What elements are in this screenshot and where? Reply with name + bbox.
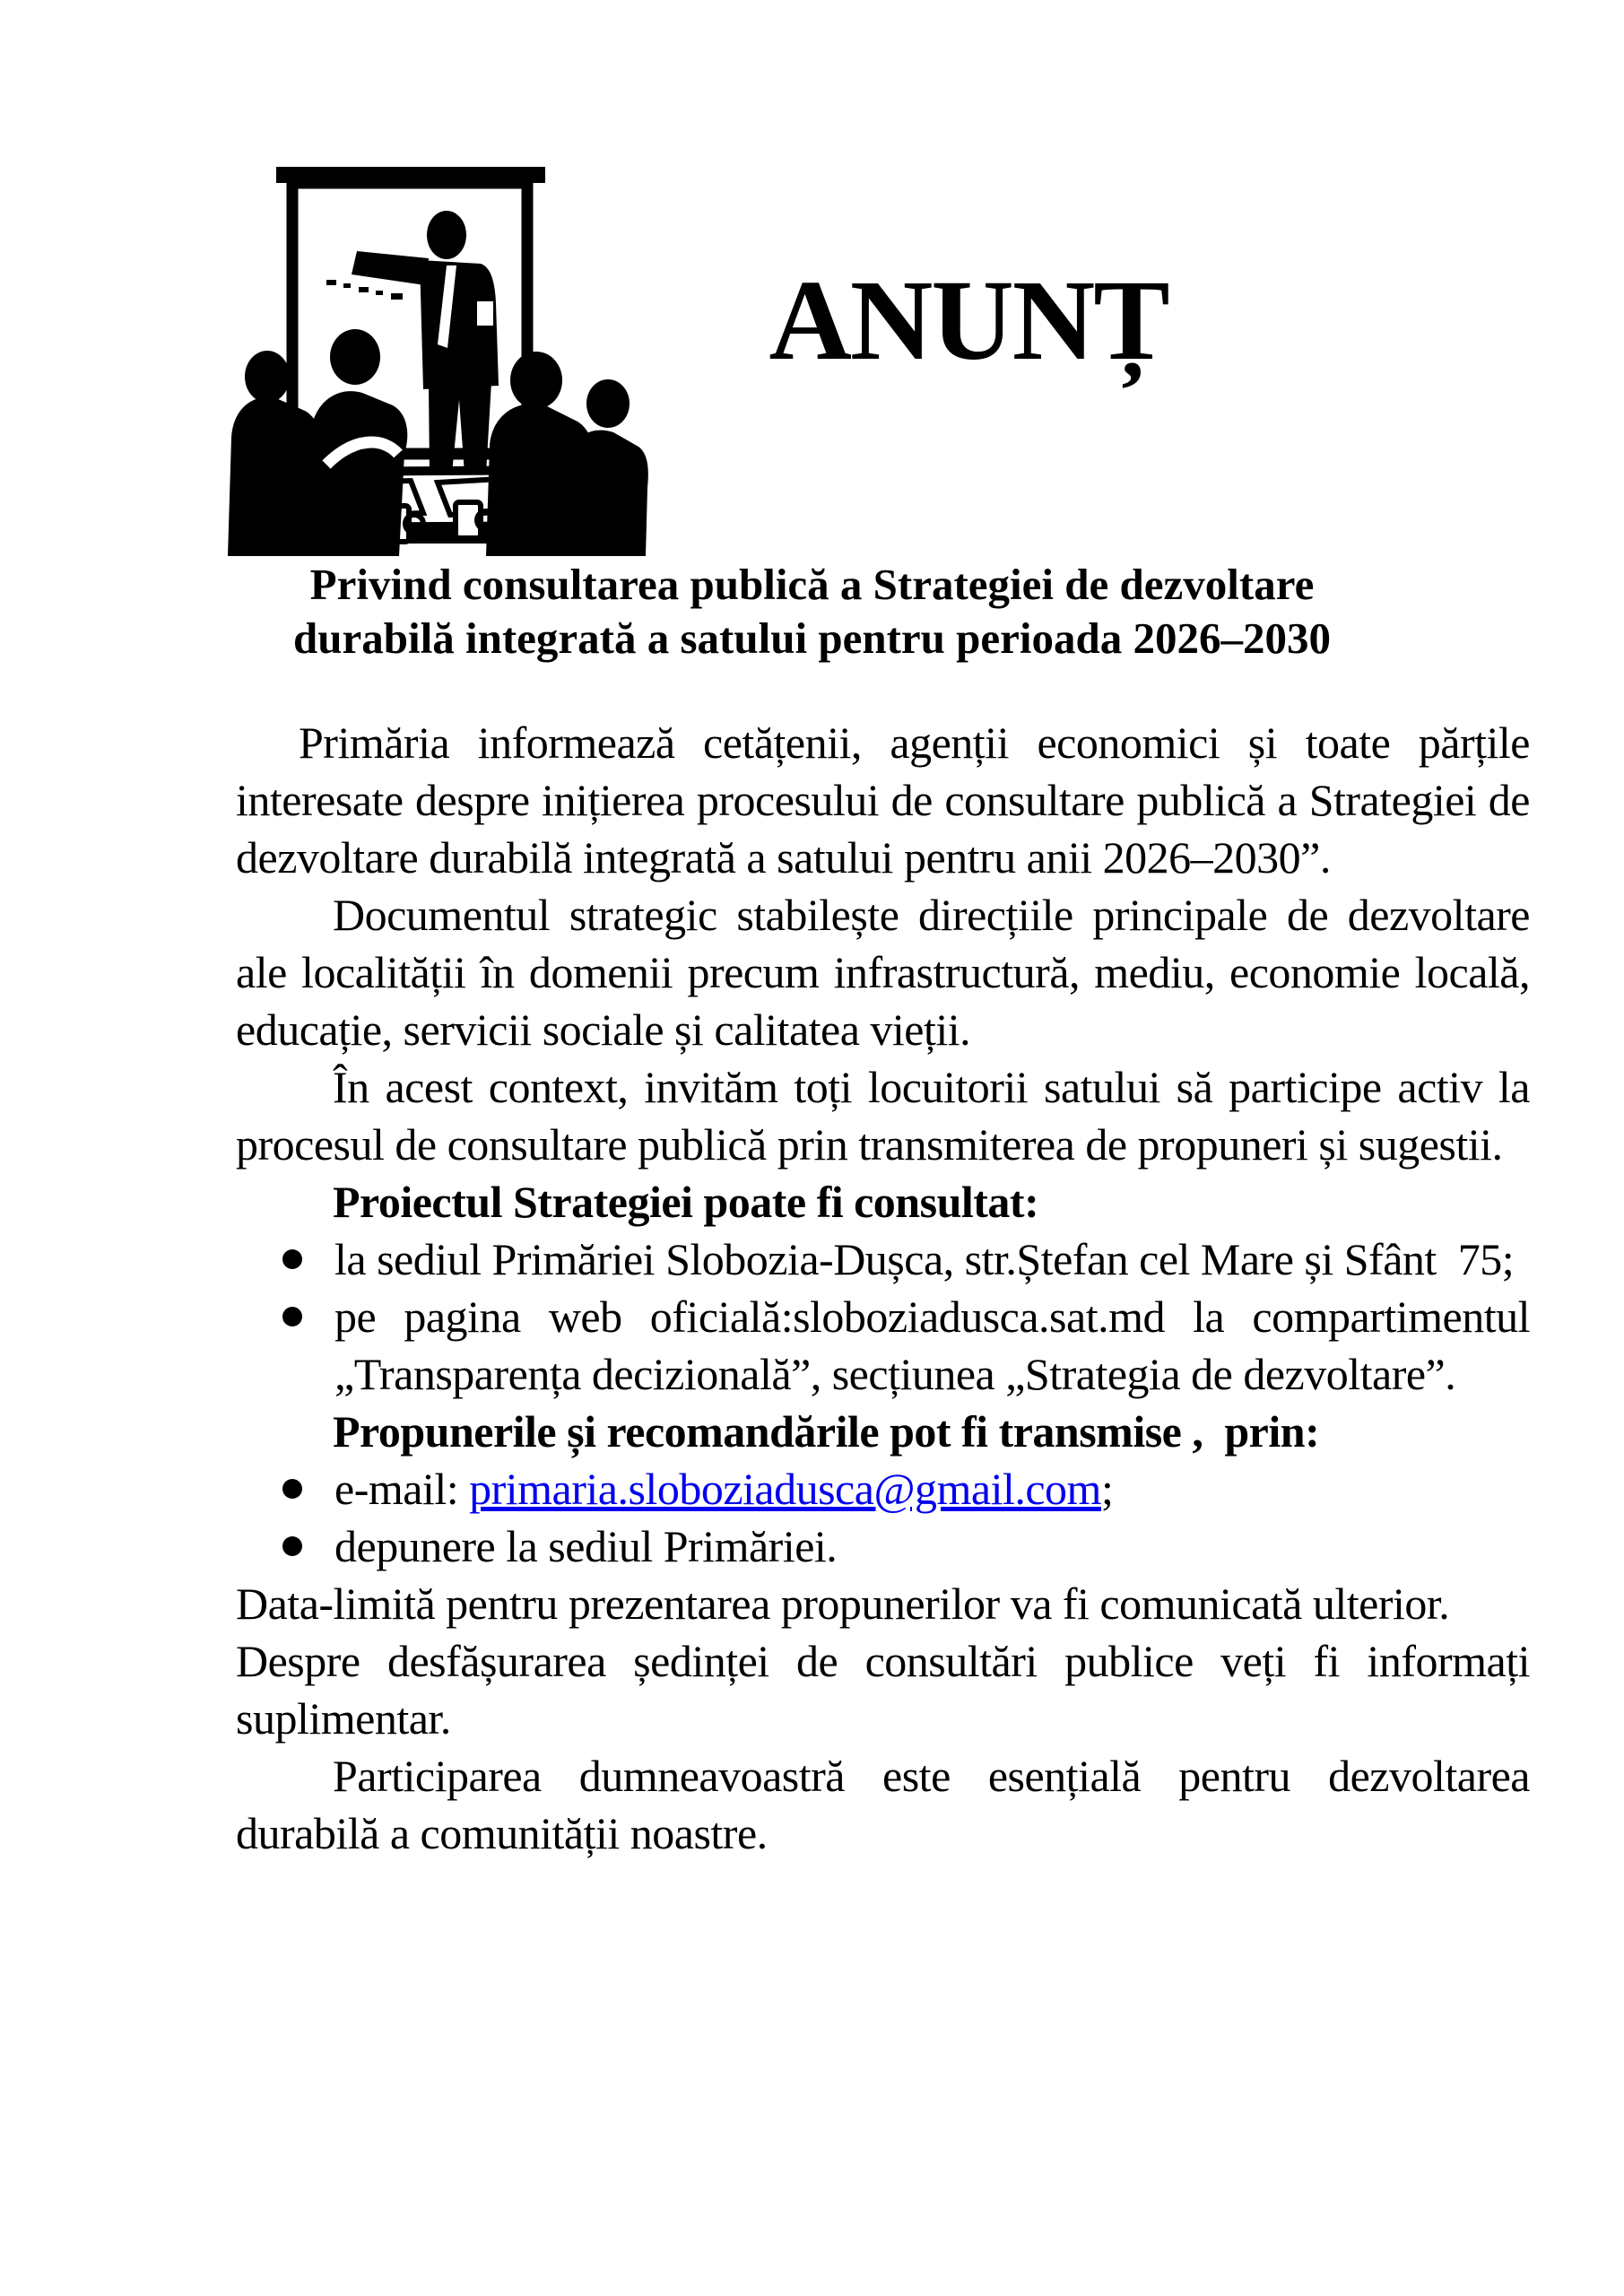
meeting-presentation-clipart — [221, 167, 649, 556]
subtitle — [108, 558, 1516, 665]
paragraph-deadline: Data-limită pentru prezentarea propunerilor va fi comunicată ulterior. — [236, 1578, 1450, 1629]
clipart-shapes — [228, 167, 648, 556]
consult-section-heading: Proiectul Strategiei poate fi consultat: — [333, 1177, 1039, 1227]
list-item-office-address: la sediul Primăriei Slobozia-Dușca, str.Ștefan cel Mare și Sfânt 75; — [236, 1231, 1530, 1288]
page-title: ANUNȚ — [769, 257, 1168, 384]
subtitle-line-2: durabilă integrată a satului pentru perioada 2026–2030 — [292, 613, 1332, 663]
list-item-deposit: depunere la sediul Primăriei. — [236, 1518, 1530, 1575]
paragraph-strategic: Documentul strategic stabilește direcțiile principale de dezvoltare ale localității în domenii precum infrastructură, mediu, economie locală, educație, servicii sociale și calitatea vieții. — [236, 890, 1530, 1055]
submit-list — [236, 1460, 1530, 1575]
email-link[interactable]: primaria.sloboziadusca@gmail.com — [469, 1464, 1101, 1514]
email-label: e-mail: — [334, 1464, 470, 1514]
submit-section-heading: Propunerile și recomandările pot fi transmise , prin: — [333, 1406, 1320, 1457]
list-item-website: pe pagina web oficială:sloboziadusca.sat.md la compartimentul „Transparența decizională”, secțiunea „Strategia de dezvoltare”. — [236, 1288, 1530, 1403]
email-suffix: ; — [1100, 1464, 1114, 1514]
subtitle-line-1: Privind consultarea publică a Strategiei de dezvoltare — [309, 560, 1315, 609]
paragraph-context: În acest context, invităm toți locuitorii satului să participe activ la procesul de consultare publică prin transmiterea de propuneri și sugestii. — [236, 1062, 1530, 1170]
paragraph-participation: Participarea dumneavoastră este esențială pentru dezvoltarea durabilă a comunității noastre. — [236, 1751, 1530, 1858]
paragraph-meeting: Despre desfășurarea ședinței de consultări publice veți fi informați suplimentar. — [236, 1636, 1530, 1744]
list-item-email — [236, 1460, 1530, 1518]
document-body — [236, 714, 1541, 1862]
consult-list — [236, 1231, 1541, 1403]
paragraph-intro: Primăria informează cetățenii, agenții economici și toate părțile interesate despre inițierea procesului de consultare publică a Strategiei de dezvoltare durabilă integrată a satului pentru anii 2026–2030”. — [236, 718, 1530, 883]
